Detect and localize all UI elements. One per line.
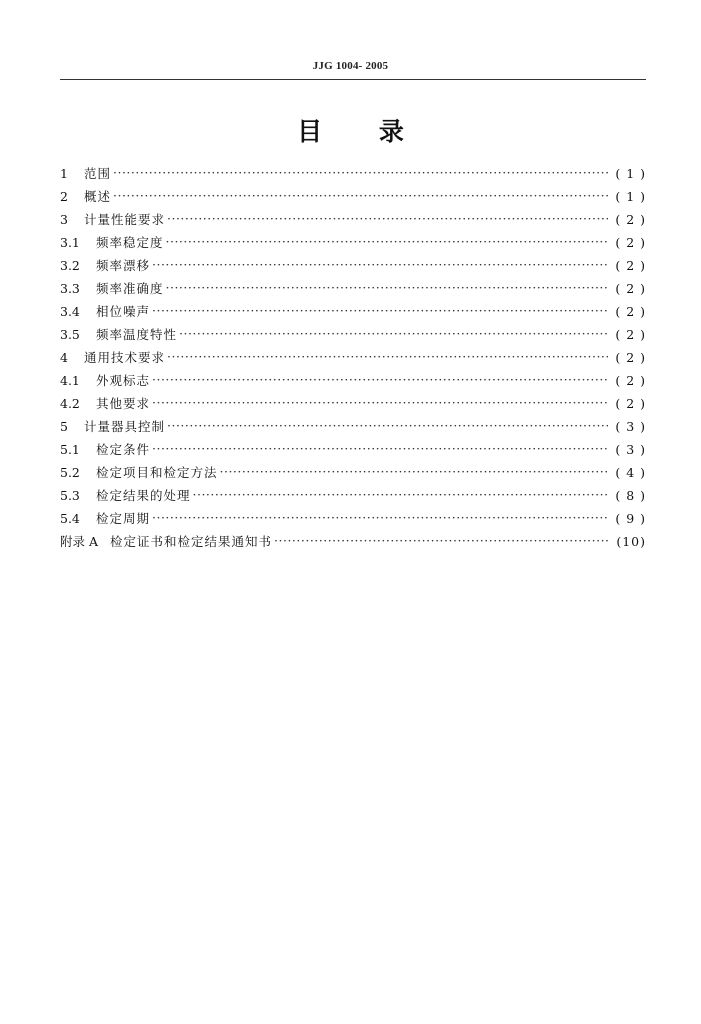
toc-leader-dots bbox=[166, 230, 608, 253]
toc-entry-number: 1 bbox=[60, 166, 68, 181]
toc-entry-title: 频率准确度 bbox=[96, 281, 164, 296]
toc-entry-page: ( 2 ) bbox=[615, 373, 646, 388]
toc-entry-number: 3.2 bbox=[60, 258, 80, 273]
toc-entry-number: 5 bbox=[60, 419, 68, 434]
toc-leader-dots bbox=[113, 184, 608, 207]
toc-entry-page: ( 2 ) bbox=[615, 350, 646, 365]
toc-entry-page: ( 2 ) bbox=[615, 304, 646, 319]
toc-entry-number: 3.5 bbox=[60, 327, 80, 342]
table-of-contents bbox=[60, 162, 646, 553]
toc-leader-dots bbox=[220, 460, 608, 483]
toc-entry-number: 5.1 bbox=[60, 442, 80, 457]
toc-entry-number: 4 bbox=[60, 350, 68, 365]
toc-entry[interactable] bbox=[60, 507, 646, 530]
toc-entry[interactable] bbox=[60, 369, 646, 392]
toc-entry-page: ( 8 ) bbox=[615, 488, 646, 503]
toc-leader-dots bbox=[166, 276, 608, 299]
page-title: 目 录 bbox=[297, 117, 404, 146]
toc-entry[interactable] bbox=[60, 530, 646, 553]
toc-entry[interactable] bbox=[60, 484, 646, 507]
toc-entry-title: 频率温度特性 bbox=[96, 327, 178, 342]
toc-leader-dots bbox=[167, 345, 608, 368]
toc-entry-page: (10) bbox=[616, 534, 646, 549]
toc-leader-dots bbox=[179, 322, 608, 345]
toc-entry-title: 范围 bbox=[84, 166, 112, 181]
toc-entry-page: ( 2 ) bbox=[615, 396, 646, 411]
toc-entry-number: 5.3 bbox=[60, 488, 80, 503]
toc-leader-dots bbox=[152, 368, 608, 391]
toc-entry-number: 3.3 bbox=[60, 281, 80, 296]
toc-entry-number: 5.4 bbox=[60, 511, 80, 526]
toc-entry-title: 检定周期 bbox=[96, 511, 151, 526]
toc-entry-title: 检定项目和检定方法 bbox=[96, 465, 218, 480]
toc-entry-number: 附录 A bbox=[60, 534, 99, 549]
toc-entry[interactable] bbox=[60, 392, 646, 415]
toc-entry-title: 检定证书和检定结果通知书 bbox=[110, 534, 273, 549]
toc-entry[interactable] bbox=[60, 208, 646, 231]
toc-entry-page: ( 3 ) bbox=[615, 419, 646, 434]
toc-entry-number: 4.1 bbox=[60, 373, 80, 388]
toc-entry-title: 其他要求 bbox=[96, 396, 151, 411]
toc-entry-number: 5.2 bbox=[60, 465, 80, 480]
toc-entry[interactable] bbox=[60, 415, 646, 438]
toc-entry-page: ( 2 ) bbox=[615, 281, 646, 296]
toc-entry-page: ( 2 ) bbox=[615, 258, 646, 273]
toc-entry[interactable] bbox=[60, 323, 646, 346]
toc-entry[interactable] bbox=[60, 438, 646, 461]
toc-entry[interactable] bbox=[60, 162, 646, 185]
toc-entry-page: ( 2 ) bbox=[615, 235, 646, 250]
toc-entry-title: 频率稳定度 bbox=[96, 235, 164, 250]
toc-entry[interactable] bbox=[60, 185, 646, 208]
toc-leader-dots bbox=[274, 529, 608, 552]
toc-entry-title: 检定条件 bbox=[96, 442, 151, 457]
toc-entry[interactable] bbox=[60, 300, 646, 323]
header-rule bbox=[60, 79, 646, 80]
toc-entry[interactable] bbox=[60, 461, 646, 484]
toc-entry-page: ( 1 ) bbox=[615, 189, 646, 204]
toc-entry-title: 检定结果的处理 bbox=[96, 488, 191, 503]
toc-entry[interactable] bbox=[60, 277, 646, 300]
toc-leader-dots bbox=[152, 299, 608, 322]
toc-entry-page: ( 1 ) bbox=[615, 166, 646, 181]
toc-entry[interactable] bbox=[60, 231, 646, 254]
toc-entry-page: ( 9 ) bbox=[615, 511, 646, 526]
toc-entry-title: 计量器具控制 bbox=[84, 419, 166, 434]
toc-leader-dots bbox=[152, 437, 608, 460]
toc-entry-page: ( 2 ) bbox=[615, 327, 646, 342]
toc-leader-dots bbox=[113, 161, 608, 184]
toc-entry-title: 外观标志 bbox=[96, 373, 151, 388]
toc-entry-number: 3.1 bbox=[60, 235, 80, 250]
toc-entry-number: 2 bbox=[60, 189, 68, 204]
toc-entry-title: 相位噪声 bbox=[96, 304, 151, 319]
document-header: JJG 1004- 2005 bbox=[312, 60, 389, 72]
toc-leader-dots bbox=[152, 253, 608, 276]
toc-leader-dots bbox=[152, 506, 608, 529]
toc-entry-title: 计量性能要求 bbox=[84, 212, 166, 227]
toc-entry-title: 通用技术要求 bbox=[84, 350, 166, 365]
toc-leader-dots bbox=[167, 207, 608, 230]
toc-entry-number: 3 bbox=[60, 212, 68, 227]
toc-entry[interactable] bbox=[60, 346, 646, 369]
toc-entry[interactable] bbox=[60, 254, 646, 277]
toc-entry-title: 频率漂移 bbox=[96, 258, 151, 273]
toc-entry-number: 3.4 bbox=[60, 304, 80, 319]
toc-entry-page: ( 4 ) bbox=[615, 465, 646, 480]
toc-entry-page: ( 2 ) bbox=[615, 212, 646, 227]
toc-entry-title: 概述 bbox=[84, 189, 112, 204]
toc-entry-number: 4.2 bbox=[60, 396, 80, 411]
toc-leader-dots bbox=[167, 414, 608, 437]
toc-entry-page: ( 3 ) bbox=[615, 442, 646, 457]
toc-leader-dots bbox=[193, 483, 608, 506]
toc-leader-dots bbox=[152, 391, 608, 414]
